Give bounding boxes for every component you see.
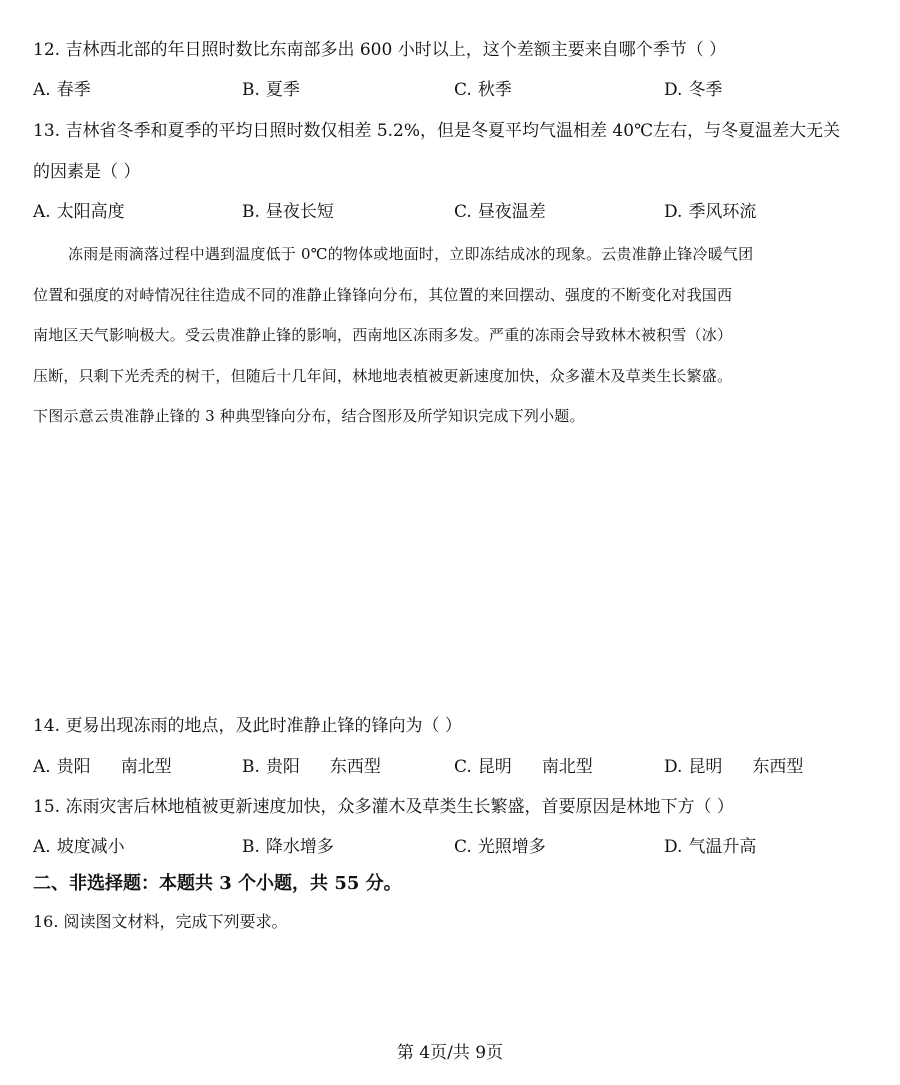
question-12-stem: 12. 吉林西北部的年日照时数比东南部多出 600 小时以上，这个差额主要来自哪个季节（ ） (33, 40, 727, 60)
question-13-stem-line1: 13. 吉林省冬季和夏季的平均日照时数仅相差 5.2%，但是冬夏平均气温相差 40℃左右，与冬夏温差大无关 (33, 121, 841, 141)
question-13-options (33, 200, 873, 224)
option-d: D. 气温升高 (664, 837, 757, 857)
option-b: B. 昼夜长短 (242, 202, 334, 222)
option-a: A. 坡度减小 (33, 837, 125, 857)
section-heading: 二、非选择题：本题共 3 个小题，共 55 分。 (33, 873, 402, 894)
question-12-options (33, 78, 873, 102)
material-line-5: 下图示意云贵准静止锋的 3 种典型锋向分布，结合图形及所学知识完成下列小题。 (33, 407, 585, 425)
question-15-stem: 15. 冻雨灾害后林地植被更新速度加快，众多灌木及草类生长繁盛，首要原因是林地下方（ ） (33, 797, 734, 817)
option-b: B. 夏季 (242, 80, 300, 100)
material-line-3: 南地区天气影响极大。受云贵准静止锋的影响，西南地区冻雨多发。严重的冻雨会导致林木被积雪（冰） (33, 326, 733, 344)
question-13-stem-line2: 的因素是（ ） (33, 162, 141, 182)
option-c: C. 昆明 南北型 (454, 757, 593, 777)
option-a: A. 贵阳 南北型 (33, 757, 172, 777)
question-16-stem: 16. 阅读图文材料，完成下列要求。 (33, 912, 288, 931)
option-d: D. 昆明 东西型 (664, 757, 804, 777)
question-14-stem: 14. 更易出现冻雨的地点，及此时准静止锋的锋向为（ ） (33, 716, 462, 736)
option-d: D. 季风环流 (664, 202, 757, 222)
option-c: C. 光照增多 (454, 837, 546, 857)
option-a: A. 春季 (33, 80, 91, 100)
material-line-1: 冻雨是雨滴落过程中遇到温度低于 0℃的物体或地面时，立即冻结成冰的现象。云贵准静止锋冷暖气团 (68, 245, 754, 263)
page-number: 第 4页/共 9页 (396, 1043, 504, 1063)
option-d: D. 冬季 (664, 80, 723, 100)
question-15-options (33, 835, 873, 859)
option-a: A. 太阳高度 (33, 202, 125, 222)
option-b: B. 降水增多 (242, 837, 334, 857)
question-14-options (33, 755, 873, 779)
option-b: B. 贵阳 东西型 (242, 757, 381, 777)
figure-placeholder (33, 440, 873, 700)
option-c: C. 秋季 (454, 80, 512, 100)
material-line-2: 位置和强度的对峙情况往往造成不同的准静止锋锋向分布，其位置的来回摆动、强度的不断变化对我国西 (33, 286, 733, 304)
option-c: C. 昼夜温差 (454, 202, 546, 222)
material-line-4: 压断，只剩下光秃秃的树干，但随后十几年间，林地地表植被更新速度加快，众多灌木及草类生长繁盛。 (33, 367, 733, 385)
